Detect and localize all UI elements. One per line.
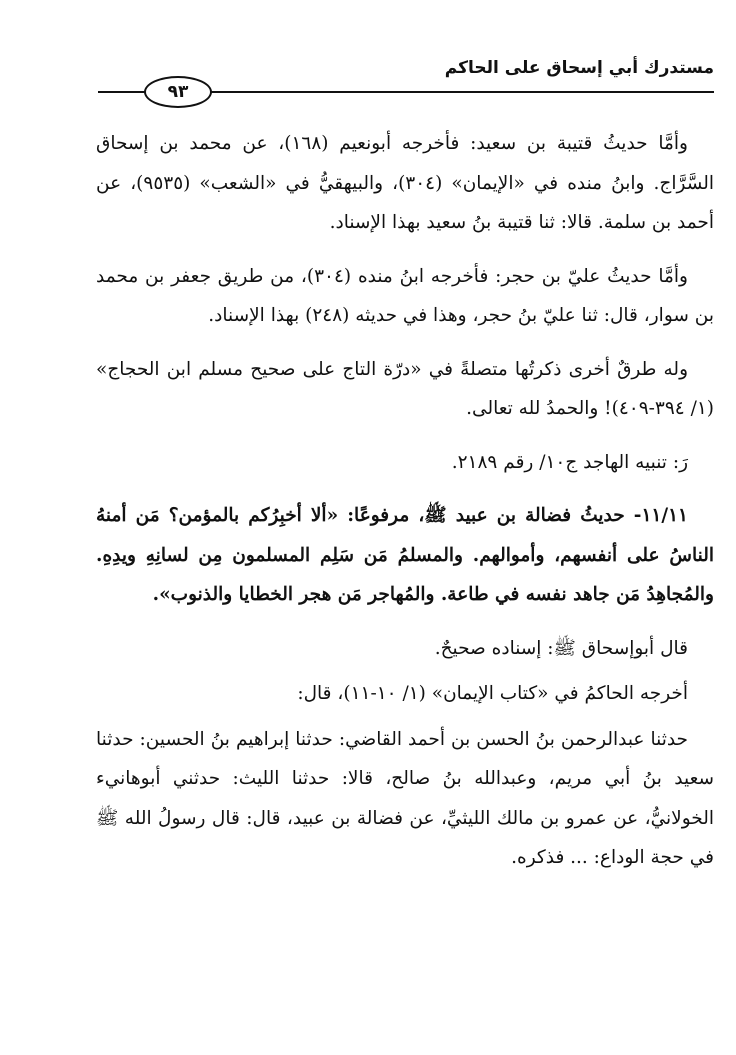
paragraph-takhrij: أخرجه الحاكمُ في «كتاب الإيمان» (١/ ١٠-١١)، قال: bbox=[297, 683, 688, 704]
page-number: ٩٣ bbox=[144, 76, 212, 108]
paragraph-ali-hujr: وأمَّا حديثُ عليّ بن حجر: فأخرجه ابنُ منده (٣٠٤)، من طريق جعفر بن محمد بن سوار، قال: ثنا عليّ بنُ حجر، وهذا في حديثه (٢٤٨) بهذا الإسناد. bbox=[96, 265, 714, 326]
paragraph-reference: رَ: تنبيه الهاجد ج١٠/ رقم ٢١٨٩. bbox=[451, 451, 688, 473]
paragraph-isnad-verdict: قال أبوإسحاق ﷺ: إسناده صحيحٌ. bbox=[434, 637, 688, 659]
running-title: مستدرك أبي إسحاق على الحاكم bbox=[444, 58, 714, 78]
page-header bbox=[98, 58, 714, 102]
main-text bbox=[96, 124, 714, 892]
paragraph-other-routes: وله طرقٌ أخرى ذكرتُها متصلةً في «درّة التاج على صحيح مسلم ابن الحجاج» (١/ ٣٩٤-٤٠٩)! والحمدُ لله تعالى. bbox=[96, 358, 714, 419]
paragraph-qutayba: وأمَّا حديثُ قتيبة بن سعيد: فأخرجه أبونعيم (١٦٨)، عن محمد بن إسحاق السَّرَّاج. وابنُ منده في «الإيمان» (٣٠٤)، والبيهقيُّ في «الشعب» (٩٥٣٥)، عن أحمد بن سلمة. قالا: ثنا قتيبة بنُ سعيد بهذا الإسناد. bbox=[96, 133, 714, 233]
paragraph-hadith-fudala: ١١/١١- حديثُ فضالة بن عبيد ﷺ، مرفوعًا: «ألا أخبِرُكم بالمؤمن؟ مَن أمنهُ الناسُ على أنفسهم، وأموالهم. والمسلمُ مَن سَلِم المسلمون مِن لسانِهِ ويدِهِ. والمُجاهِدُ مَن جاهد نفسه في طاعة. والمُهاجر مَن هجر الخطايا والذنوب». bbox=[96, 505, 714, 605]
paragraph-chain: حدثنا عبدالرحمن بنُ الحسن بن أحمد القاضي: حدثنا إبراهيم بنُ الحسين: حدثنا سعيد بنُ أبي مريم، وعبدالله بنُ صالح، قالا: حدثنا الليث: حدثني أبوهانيء الخولانيُّ، عن عمرو بن مالك الليثيِّ، عن فضالة بن عبيد، قال: قال رسولُ الله ﷺ في حجة الوداع: ... فذكره. bbox=[96, 728, 714, 868]
